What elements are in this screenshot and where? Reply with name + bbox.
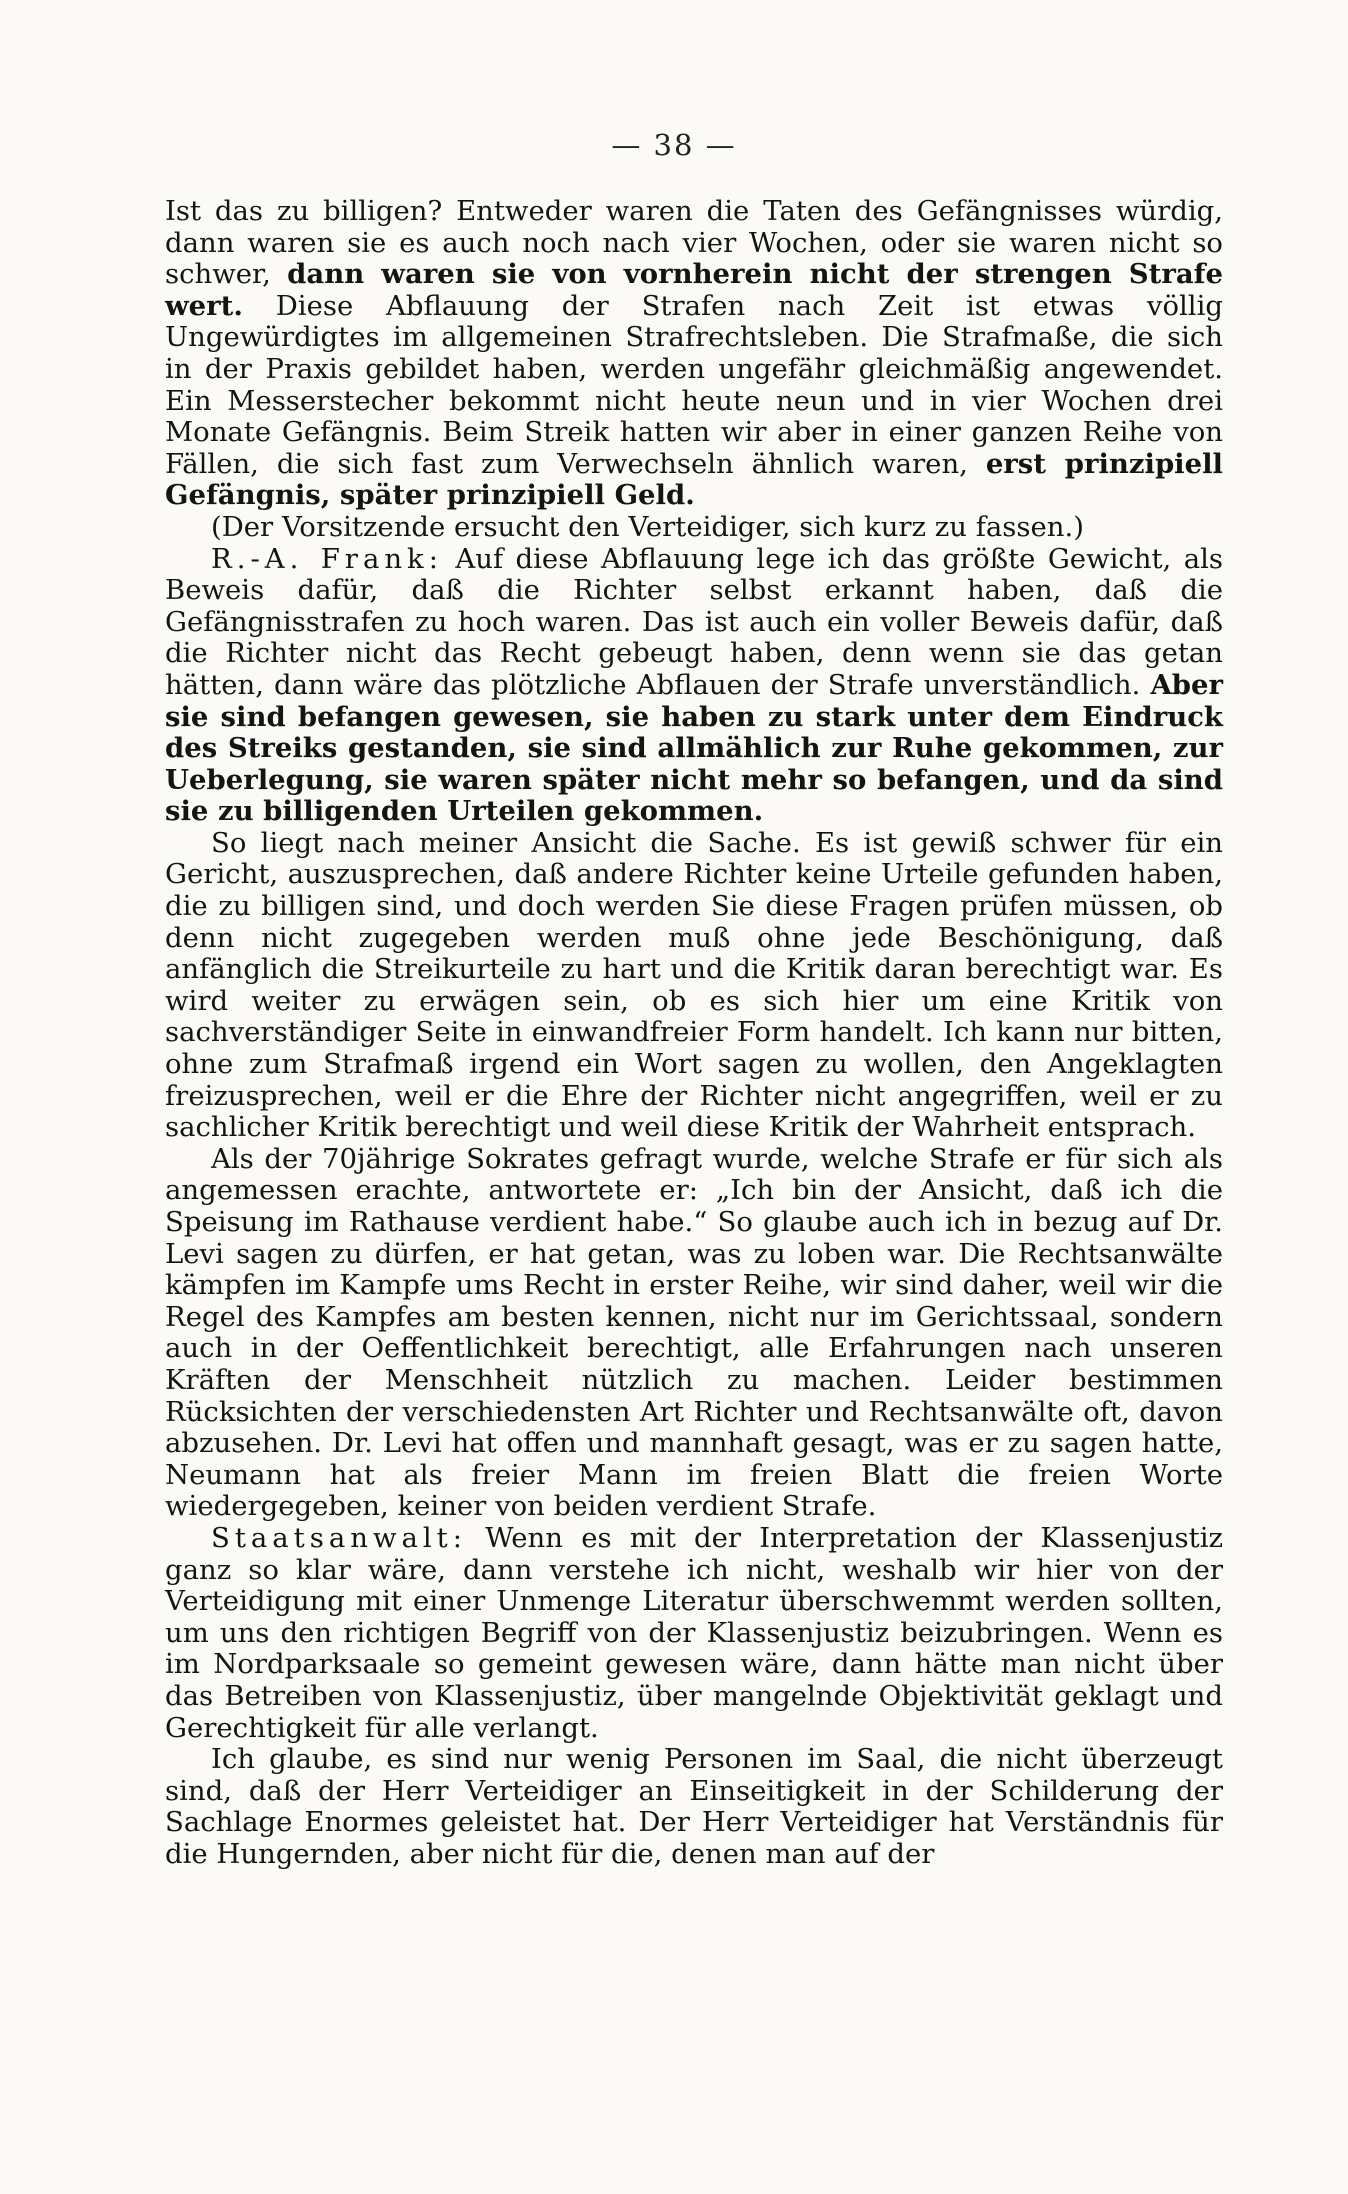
paragraph-1-emphasis-2: erst prinzipiell Gefängnis, später prinzipiell Geld. xyxy=(165,447,1224,512)
paragraph-5: Als der 70jährige Sokrates gefragt wurde, welche Strafe er für sich als angemessen erachte, antwortete er: „Ich bin der Ansicht, daß ich die Speisung im Rathause verdient habe.“ So glaube auch ich in bezug auf Dr. Levi sagen zu dürfen, er hat getan, was zu loben war. Die Rechtsanwälte kämpfen im Kampfe ums Recht in erster Reihe, wir sind daher, weil wir die Regel des Kampfes am besten kennen, nicht nur im Gerichtssaal, sondern auch in der Oeffentlichkeit berechtigt, alle Erfahrungen nach unseren Kräften der Menschheit nützlich zu machen. Leider bestimmen Rücksichten der verschiedensten Art Richter und Rechtsanwälte oft, davon abzusehen. Dr. Levi hat offen und mannhaft gesagt, was er zu sagen hatte, Neumann hat als freier Mann im freien Blatt die freien Worte wiedergegeben, keiner von beiden verdient Strafe. xyxy=(165,1142,1223,1523)
page-number: — 38 — xyxy=(611,128,737,162)
paragraph-3-emphasis: Aber sie sind befangen gewesen, sie haben zu stark unter dem Eindruck des Streiks gestanden, sie sind allmählich zur Ruhe gekommen, zur Ueberlegung, sie waren später nicht mehr so befangen, und da sind sie zu billigenden Urteilen gekommen. xyxy=(165,668,1223,828)
paragraph-1-emphasis-1: dann waren sie von vornherein nicht der strengen Strafe wert. xyxy=(165,258,1223,322)
paragraph-1-text-c: Diese Abflauung der Strafen nach Zeit ist etwas völlig Ungewürdigtes im allgemeinen Strafrechtsleben. Die Strafmaße, die sich in der Praxis gebildet haben, werden ungefähr gleichmäßig angewendet. Ein Messerstecher bekommt nicht heute neun und in vier Wochen drei Monate Gefängnis. Beim Streik hatten wir aber in einer ganzen Reihe von Fällen, die sich fast zum Verwechseln ähnlich waren, xyxy=(165,289,1223,480)
paragraph-6-text: Wenn es mit der Interpretation der Klassenjustiz ganz so klar wäre, dann verstehe ich nicht, weshalb wir hier von der Verteidigung mit einer Unmenge Literatur überschwemmt werden sollten, um uns den richtigen Begriff von der Klassenjustiz beizubringen. Wenn es im Nordparksaale so gemeint gewesen wäre, dann hätte man nicht über das Betreiben von Klassenjustiz, über mangelnde Objektivität geklagt und Gerechtigkeit für alle verlangt. xyxy=(165,1521,1223,1744)
speaker-frank: R.-A. Frank: xyxy=(211,542,443,575)
paragraph-3 xyxy=(165,544,1223,828)
paragraph-4: So liegt nach meiner Ansicht die Sache. Es ist gewiß schwer für ein Gericht, auszusprechen, daß andere Richter keine Urteile gefunden haben, die zu billigen sind, und doch werden Sie diese Fragen prüfen müssen, ob denn nicht zugegeben werden muß ohne jede Beschönigung, daß anfänglich die Streikurteile zu hart und die Kritik daran berechtigt war. Es wird weiter zu erwägen sein, ob es sich hier um eine Kritik von sachverständiger Seite in einwandfreier Form handelt. Ich kann nur bitten, ohne zum Strafmaß irgend ein Wort sagen zu wollen, den Angeklagten freizusprechen, weil er die Ehre der Richter nicht angegriffen, weil er zu sachlicher Kritik berechtigt und weil diese Kritik der Wahrheit entsprach. xyxy=(165,826,1223,1144)
speaker-staatsanwalt: Staatsanwalt: xyxy=(211,1521,467,1554)
paragraph-6 xyxy=(165,1523,1223,1744)
paragraph-1 xyxy=(165,196,1223,512)
paragraph-1-text-a: Ist das zu billigen? Entweder waren die Taten des Gefängnisses würdig, dann waren sie es auch noch nach vier Wochen, oder sie waren nicht so schwer, xyxy=(165,195,1223,291)
paragraph-7: Ich glaube, es sind nur wenig Personen im Saal, die nicht überzeugt sind, daß der Herr Verteidiger an Einseitigkeit in der Schilderung der Sachlage Enormes geleistet hat. Der Herr Verteidiger hat Verständnis für die Hungernden, aber nicht für die, denen man auf der xyxy=(165,1743,1223,1870)
paragraph-2-stage-direction: (Der Vorsitzende ersucht den Verteidiger, sich kurz zu fassen.) xyxy=(211,510,1084,543)
paragraph-3-text-a: Auf diese Abflauung lege ich das größte Gewicht, als Beweis dafür, daß die Richter selbst erkannt haben, daß die Gefängnisstrafen zu hoch waren. Das ist auch ein voller Beweis dafür, daß die Richter nicht das Recht gebeugt haben, denn wenn sie das getan hätten, dann wäre das plötzliche Abflauen der Strafe unverständlich. xyxy=(165,542,1223,701)
body-text xyxy=(165,196,1223,1870)
